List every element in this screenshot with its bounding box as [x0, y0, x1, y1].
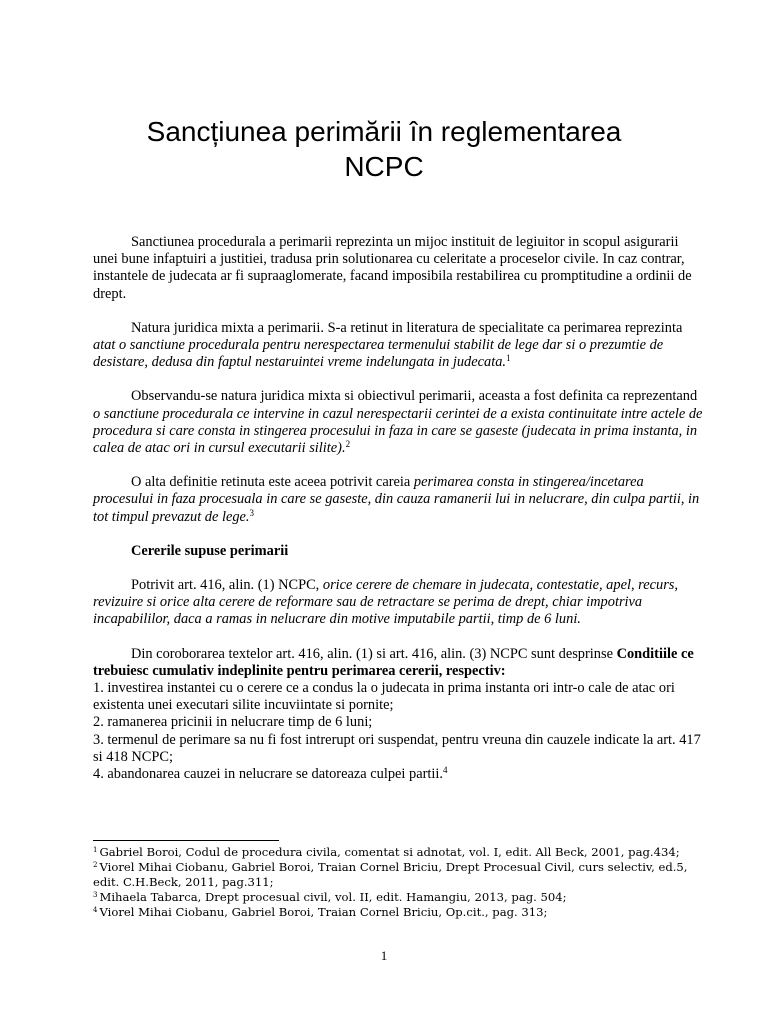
list-item: 2. ramanerea pricinii in nelucrare timp de 6 luni; — [93, 714, 373, 731]
footnote-text: Viorel Mihai Ciobanu, Gabriel Boroi, Traian Cornel Briciu, Op.cit., pag. 313; — [99, 905, 548, 919]
page-title — [90, 114, 678, 184]
list-item-text: 4. abandonarea cauzei in nelucrare se datoreaza culpei partii. — [93, 766, 443, 783]
footnote-text: Gabriel Boroi, Codul de procedura civila, comentat si adnotat, vol. I, edit. All Beck, 2001, pag.434; — [99, 845, 680, 859]
paragraph-conditions — [93, 646, 705, 680]
paragraph-alt-definition — [93, 474, 705, 526]
title-line-2: NCPC — [344, 151, 424, 182]
conditions-list — [93, 680, 705, 783]
paragraph-article-italic: orice cerere de chemare in judecata, contestatie, apel, recurs, revizuire si orice alta cerere de reformare sau de retractare se perima de drept, chiar impotriva incapabililor, daca a ramas in nelucrare din motive imputabile partii, timp de 6 luni. — [93, 577, 678, 628]
paragraph-conditions-bold: Conditiile ce trebuiesc cumulativ indeplinite pentru perimarea cererii, respectiv: — [93, 645, 694, 679]
paragraph-conditions-text: Din coroborarea textelor art. 416, alin. (1) si art. 416, alin. (3) NCPC sunt desprinse — [131, 645, 617, 662]
footnote-ref-1[interactable]: 1 — [506, 353, 511, 364]
paragraph-intro-text: Sanctiunea procedurala a perimarii reprezinta un mijoc instituit de legiuitor in scopul asigurarii unei bune infaptuiri a justitiei, tradusa prin solutionarea cu celeritate a proceselor civile. In caz contrar, instantele de judecata ar fi supraaglomerate, facand imposibila restabilirea cu promptitudine a ordinii de drept. — [93, 234, 692, 302]
paragraph-alt-definition-italic: perimarea consta in stingerea/incetarea procesului in faza procesuala in care se gaseste, din cauza ramanerii lui in nelucrare, din culpa partii, in tot timpul prevazut de lege. — [93, 474, 700, 525]
footnotes — [93, 845, 705, 920]
footnote-separator — [93, 840, 279, 841]
paragraph-nature-text: Natura juridica mixta a perimarii. S-a retinut in literatura de specialitate ca perimarea reprezinta — [131, 319, 683, 336]
paragraph-article — [93, 577, 705, 629]
paragraph-definition — [93, 388, 705, 457]
footnote-number: 1 — [93, 846, 98, 854]
footnote-number: 2 — [93, 861, 98, 869]
footnote-number: 3 — [93, 891, 98, 899]
footnote-text: Mihaela Tabarca, Drept procesual civil, vol. II, edit. Hamangiu, 2013, pag. 504; — [99, 890, 567, 904]
footnote-item — [93, 905, 705, 920]
list-item: 1. investirea instantei cu o cerere ce a condus la o judecata in prima instanta ori intr-o cale de atac ori existenta unei executari silite incuviintate si pornite; — [93, 680, 675, 714]
footnote-item — [93, 860, 705, 890]
footnote-ref-4[interactable]: 4 — [442, 765, 448, 776]
footnote-item — [93, 845, 705, 860]
paragraph-intro — [93, 234, 705, 303]
paragraph-nature — [93, 320, 705, 372]
paragraph-alt-definition-text: O alta definitie retinuta este aceea potrivit careia — [131, 474, 414, 491]
title-line-1: Sancțiunea perimării în reglementarea — [146, 116, 622, 147]
paragraph-article-text: Potrivit art. 416, alin. (1) NCPC, — [131, 577, 323, 594]
footnote-number: 4 — [93, 906, 98, 914]
footnote-item — [93, 890, 705, 905]
list-item — [93, 766, 705, 783]
paragraph-definition-text: Observandu-se natura juridica mixta si obiectivul perimarii, aceasta a fost definita ca reprezentand — [131, 388, 698, 405]
footnote-ref-3[interactable]: 3 — [249, 507, 255, 518]
section-heading: Cererile supuse perimarii — [131, 542, 289, 559]
list-item: 3. termenul de perimare sa nu fi fost intrerupt ori suspendat, pentru vreuna din cauzele indicate la art. 417 si 418 NCPC; — [93, 731, 701, 765]
paragraph-definition-italic: o sanctiune procedurala ce intervine in cazul nerespectarii cerintei de a exista continuitate intre actele de procedura si care consta in stingerea procesului in faza in care se gaseste (judecata in prima instanta, in calea de atac ori in cursul executarii silite). — [93, 405, 703, 457]
conditions-block — [93, 646, 705, 784]
document-body — [93, 234, 705, 783]
paragraph-nature-italic: atat o sanctiune procedurala pentru nerespectarea termenului stabilit de lege dar si o prezumtie de desistare, dedusa din faptul nestaruintei vreme indelungata in judecata. — [93, 337, 664, 371]
footnote-ref-2[interactable]: 2 — [345, 439, 351, 450]
page-number: 1 — [380, 948, 388, 963]
footnote-text: Viorel Mihai Ciobanu, Gabriel Boroi, Traian Cornel Briciu, Drept Procesual Civil, curs selectiv, ed.5, edit. C.H.Beck, 2011, pag.311; — [93, 860, 688, 889]
